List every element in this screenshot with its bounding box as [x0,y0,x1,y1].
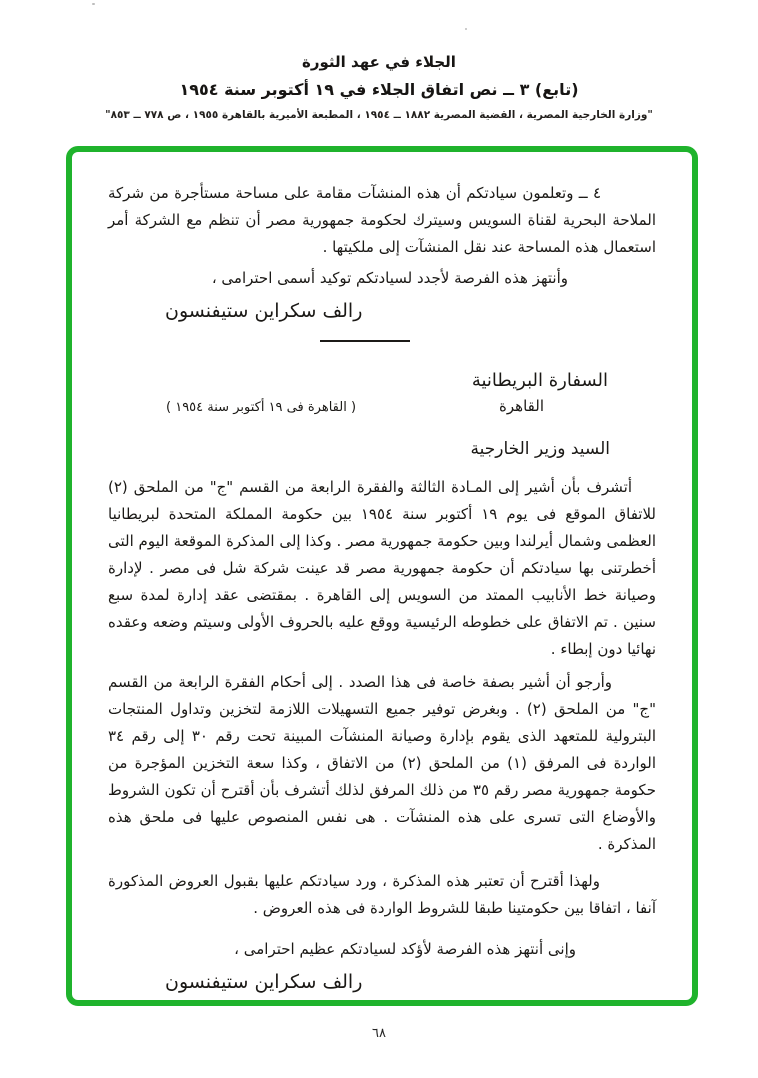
embassy-title: السفارة البريطانية [471,370,608,391]
salutation: السيد وزير الخارجية [470,439,610,459]
page-subtitle: (تابع) ٣ ــ نص اتفاق الجلاء في ١٩ أكتوبر سنة ١٩٥٤ [179,80,579,99]
paragraph-a: أتشرف بأن أشير إلى المـادة الثالثة والفقرة الرابعة من القسم "ج" من الملحق (٢) للاتفاق الموقع فى يوم ١٩ أكتوبر سنة ١٩٥٤ بين حكومة المملكة المتحدة لبريطانيا العظمى وشمال أيرلندا وبين حكومة جمهورية مصر . وكذا إلى المذكرة الموقعة اليوم التى أخطرتنى بها سيادتكم أن حكومة جمهورية مصر قد عينت شركة شل فى مصر . لإدارة وصيانة خط الأنابيب الممتد من السويس إلى القاهرة . بمقتضى عقد إدارة لمدة سبع سنين . تم الاتفاق على خطوطه الرئيسية ووقع عليه بالحروف الأولى وسيتم وضعه وعقده نهائيا دون إبطاء . [108,478,656,658]
section-divider-wrap [108,340,656,342]
source-citation: "وزارة الخارجية المصرية ، القضية المصرية ١٨٨٢ ــ ١٩٥٤ ، المطبعة الأميرية بالقاهرة ١٩٥٥ ، ص ٧٧٨ ــ ٨٥٣" [105,109,653,121]
embassy-city: القاهرة [499,397,544,415]
paragraph-item-4: ٤ ــ وتعلمون سيادتكم أن هذه المنشآت مقامة على مساحة مستأجرة من شركة الملاحة البحرية لقناة السويس وسيترك لحكومة جمهورية مصر أن تنظم مع الشركة أمر استعمال هذه المساحة عند نقل المنشآت إلى ملكيتها . [108,184,656,256]
section-divider [320,340,410,342]
signature-2: رالف سكراين ستيفنسون [165,971,363,993]
paragraph-b: وأرجو أن أشير بصفة خاصة فى هذا الصدد . إلى أحكام الفقرة الرابعة من القسم "ج" من الملحق (٢) . وبغرض توفير جميع التسهيلات اللازمة لتخزين وتداول المنتجات البترولية للمتعهد الذى يقوم بإدارة وصيانة المنشآت المبينة تحت رقم ٣٠ إلى رقم ٣٤ الواردة فى المرفق (١) من الملحق (٢) من الاتفاق ، وكذا سعة التخزين المؤجرة من حكومة جمهورية مصر رقم ٣٥ من ذلك المرفق لذلك أتشرف بأن أقترح أن تكون الشروط والأوضاع التى تسرى على هذه المنشآت . هى نفس المنصوص عليها فى ملحق هذه المذكرة . [108,673,657,853]
city-date-row [108,394,656,420]
page-number: ٦٨ [372,1026,386,1041]
scan-artifact-speck [92,3,95,5]
page-title: الجلاء في عهد الثورة [302,53,456,71]
highlight-frame [66,146,698,1006]
paragraph-c: ولهذا أقترح أن تعتبر هذه المذكرة ، ورد سيادتكم عليها بقبول العروض المذكورة آنفا ، اتفاقا بين حكومتينا طبقا للشروط الواردة فى هذه العروض . [108,872,656,917]
closing-line-2: وإنى أنتهز هذه الفرصة لأؤكد لسيادتكم عظيم احترامى ، [234,940,576,958]
signature-1: رالف سكراين ستيفنسون [165,300,363,322]
closing-line-1: وأنتهز هذه الفرصة لأجدد لسيادتكم توكيد أسمى احترامى ، [211,269,568,287]
scan-artifact-speck [465,28,467,30]
date-line: ( القاهرة فى ١٩ أكتوبر سنة ١٩٥٤ ) [166,400,357,415]
page-header [0,52,758,122]
letter-body [72,152,692,1000]
